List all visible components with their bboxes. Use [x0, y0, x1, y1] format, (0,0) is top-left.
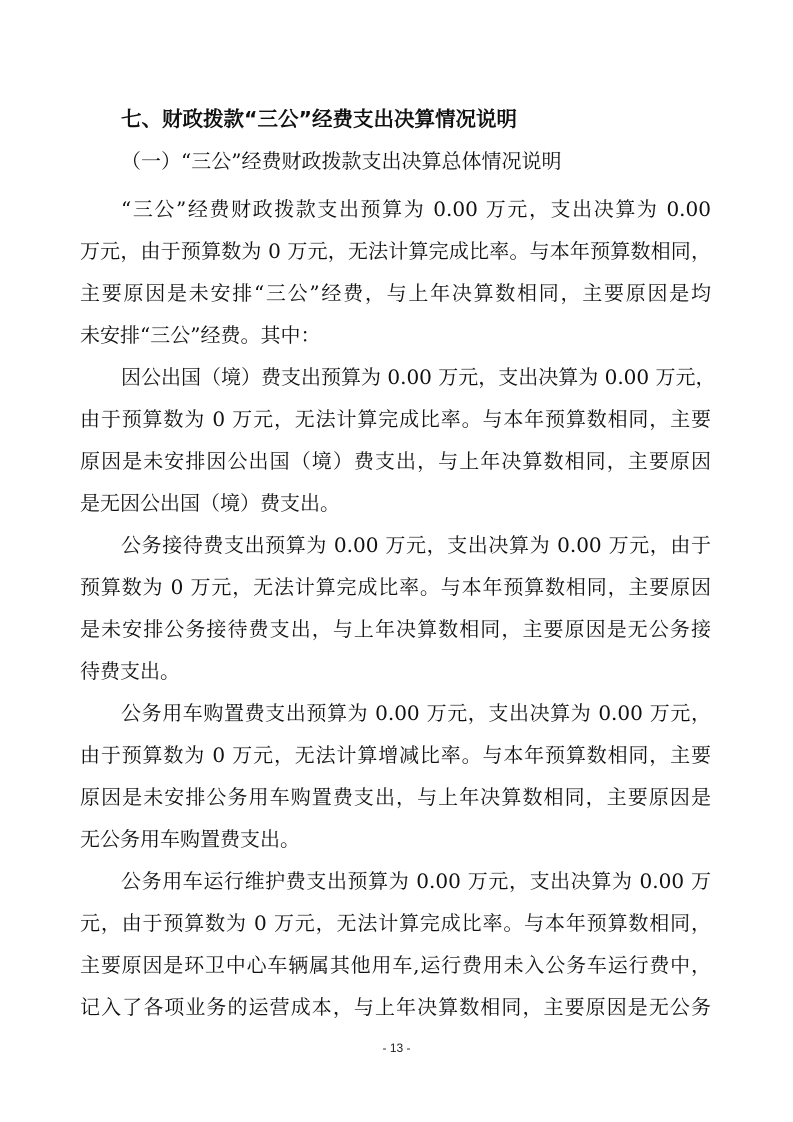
paragraph-line: 是未安排公务接待费支出，与上年决算数相同，主要原因是无公务接 — [80, 617, 711, 641]
paragraph-line: 公务接待费支出预算为 0.00 万元，支出决算为 0.00 万元，由于 — [121, 533, 711, 557]
paragraph-line: 因公出国（境）费支出预算为 0.00 万元，支出决算为 0.00 万元， — [121, 365, 716, 389]
paragraph-line: 元，由于预算数为 0 万元，无法计算完成比率。与本年预算数相同， — [80, 911, 711, 935]
section-heading: 七、财政拨款“三公”经费支出决算情况说明 — [121, 107, 517, 131]
paragraph-line: 是无因公出国（境）费支出。 — [80, 491, 340, 515]
paragraph-line: “三公”经费财政拨款支出预算为 0.00 万元，支出决算为 0.00 — [121, 197, 711, 221]
paragraph-line: 主要原因是未安排“三公”经费，与上年决算数相同，主要原因是均 — [80, 281, 711, 305]
paragraph-line: 原因是未安排公务用车购置费支出，与上年决算数相同，主要原因是 — [80, 785, 711, 809]
paragraph-line: 由于预算数为 0 万元，无法计算完成比率。与本年预算数相同，主要 — [80, 407, 711, 431]
paragraph-line: 公务用车购置费支出预算为 0.00 万元，支出决算为 0.00 万元， — [121, 701, 711, 725]
paragraph-line: 由于预算数为 0 万元，无法计算增减比率。与本年预算数相同，主要 — [80, 743, 711, 767]
paragraph-line: 万元，由于预算数为 0 万元，无法计算完成比率。与本年预算数相同， — [80, 239, 711, 263]
paragraph-line: 记入了各项业务的运营成本，与上年决算数相同，主要原因是无公务 — [80, 995, 711, 1019]
paragraph-line: 预算数为 0 万元，无法计算完成比率。与本年预算数相同，主要原因 — [80, 575, 711, 599]
paragraph-line: 主要原因是环卫中心车辆属其他用车,运行费用未入公务车运行费中， — [80, 953, 711, 977]
paragraph-line: 无公务用车购置费支出。 — [80, 827, 300, 851]
paragraph-line: 未安排“三公”经费。其中： — [80, 323, 321, 347]
paragraph-line: 原因是未安排因公出国（境）费支出，与上年决算数相同，主要原因 — [80, 449, 711, 473]
paragraph-line: 待费支出。 — [80, 659, 180, 683]
paragraph-line: 公务用车运行维护费支出预算为 0.00 万元，支出决算为 0.00 万 — [121, 869, 711, 893]
page-number: - 13 - — [382, 1041, 411, 1055]
subsection-heading: （一）“三公”经费财政拨款支出决算总体情况说明 — [121, 149, 562, 173]
